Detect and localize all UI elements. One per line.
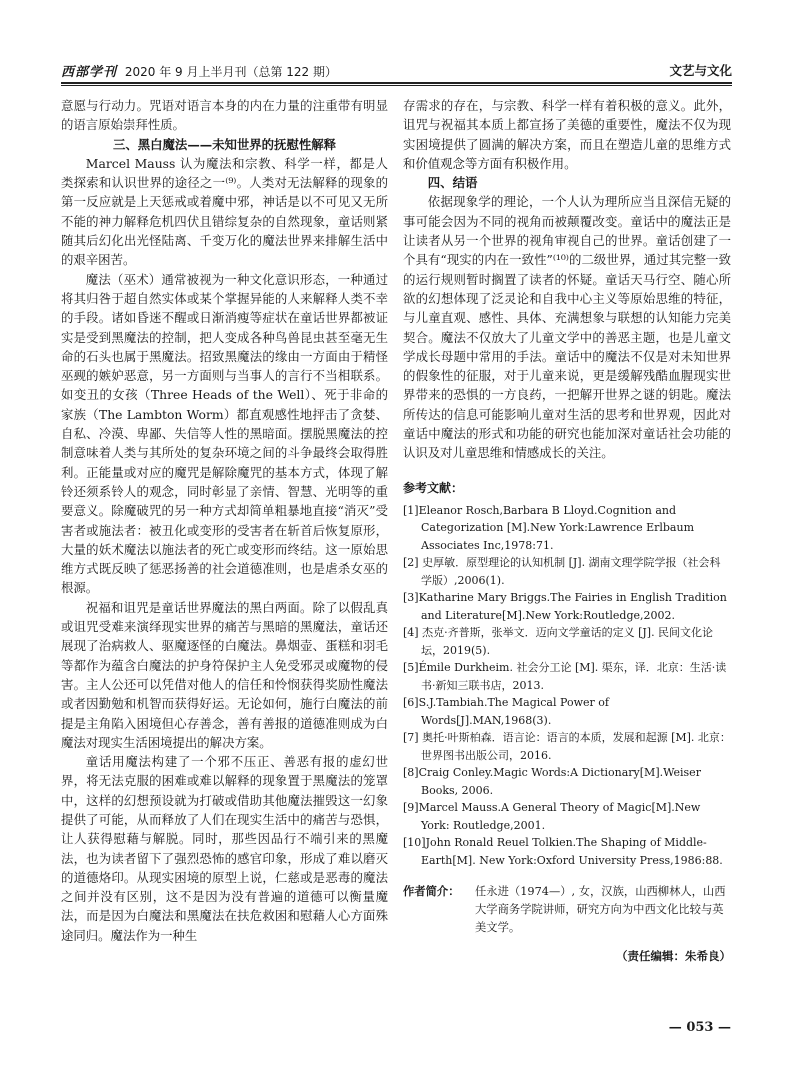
paragraph: 魔法（巫术）通常被视为一种文化意识形态，一种通过将其归咎于超自然实体或某个掌握异能的人来解释人类不幸的手段。诸如昏迷不醒或日渐消瘦等症状在童话世界都被证实是受到黑魔法的控制，把人变成各种鸟兽昆虫甚至毫无生命的石头也属于黑魔法。招致黑魔法的缘由一方面由于精怪巫觋的嫉妒恶意，另一方面则与当事人的言行不当相联系。如变丑的女孩（Three Heads of the Well）、死于非命的家族（The Lambton Worm）都直观感性地抨击了贪婪、自私、冷漠、卑鄙、失信等人性的黑暗面。摆脱黑魔法的控制意味着人类与其所处的复杂环境之间的斗争最终会取得胜利。正能量或对应的魔咒是解除魔咒的基本方式，体现了解铃还须系铃人的观念，同时彰显了亲情、智慧、光明等的重要意义。除魔破咒的另一种方式却简单粗暴地直接“消灭”受害者或施法者：被丑化或变形的受害者在斩首后恢复原形，大量的妖术魔法以施法者的死亡或变形而终结。这一原始思维方式既反映了惩恶扬善的社会道德准则，也是虐杀女巫的根源。 — [61, 271, 388, 596]
page-number: — 053 — — [668, 1020, 731, 1035]
author-bio — [403, 883, 731, 937]
paragraph: 依据现象学的理论，一个人认为理所应当且深信无疑的事可能会因为不同的视角而被颠覆改变。童话中的魔法正是让读者从另一个世界的视角审视自己的世界。童话创建了一个具有“现实的内在一致性”⁽¹⁰⁾的二级世界，通过其完整一致的运行规则暂时搁置了读者的怀疑。童话天马行空、随心所欲的幻想体现了泛灵论和自我中心主义等原始思维的特征，与儿童直观、感性、具体、充满想象与联想的认知能力完美契合。魔法不仅放大了儿童文学中的善恶主题，也是儿童文学成长母题中常用的手法。童话中的魔法不仅是对未知世界的假象性的征服，对于儿童来说，更是缓解残酷血腥现实世界带来的恐惧的一方良药，一把解开世界之谜的钥匙。魔法所传达的信息可能影响儿童对生活的思考和世界观，因此对童话中魔法的形式和功能的研究也能加深对童话社会功能的认识及对儿童思维和情感成长的关注。 — [403, 194, 731, 461]
author-text: 任永进（1974—）, 女，汉族，山西柳林人，山西大学商务学院讲师，研究方向为中西文化比较与英美文学。 — [475, 885, 726, 935]
reference-item: [8]Craig Conley.Magic Words:A Dictionary[M].Weiser Books, 2006. — [403, 766, 701, 797]
paragraph: 童话用魔法构建了一个邪不压正、善恶有报的虚幻世界，将无法克服的困难或难以解释的现象置于黑魔法的笼罩中，这样的幻想预设就为打破或借助其他魔法摧毁这一幻象提供了可能，从而释放了人们在现实生活中的痛苦与恐惧，让人获得慰藉与解脱。同时，那些因品行不端引来的黑魔法，也为读者留下了强烈恐怖的感官印象，形成了难以磨灭的道德烙印。从现实困境的原型上说，仁慈或是恶毒的魔法之间并没有区别，这不是因为没有普遍的道德可以衡量魔法，而是因为白魔法和黑魔法在扶危救困和慰藉人心方面殊途同归。魔法作为一种生 — [61, 754, 388, 943]
reference-item: [4] 杰克·齐普斯，张举文．迈向文学童话的定义 [J]. 民间文化论坛，2019(5). — [403, 626, 714, 657]
reference-item: [10]John Ronald Reuel Tolkien.The Shaping of Middle-Earth[M]. New York:Oxford University Press,1986:88. — [403, 836, 723, 867]
left-column — [61, 96, 388, 945]
references-title: 参考文献： — [403, 480, 464, 495]
issue-info: 2020 年 9 月上半月刊（总第 122 期） — [124, 65, 337, 79]
author-label: 作者简介： — [403, 885, 460, 899]
paragraph: Marcel Mauss 认为魔法和宗教、科学一样，都是人类探索和认识世界的途径之一⁽⁹⁾。人类对无法解释的现象的第一反应就是上天惩戒或着魔中邪，神话是以不可见又无所不能的神力解释危机四伏且错综复杂的自然现象，童话则紧随其后幻化出光怪陆离、千变万化的魔法世界来排解生活中的艰辛困苦。 — [61, 155, 388, 268]
section-heading: 四、结语 — [427, 175, 478, 191]
paragraph: 祝福和诅咒是童话世界魔法的黑白两面。除了以假乱真或诅咒受难来演绎现实世界的痛苦与黑暗的黑魔法，童话还展现了治病救人、驱魔逐怪的白魔法。鼻烟壶、蛋糕和羽毛等都作为蕴含白魔法的护身符保护主人免受邪灵或魔物的侵害。主人公还可以凭借对他人的信任和怜悯获得奖励性魔法或者因勤勉和机智而获得好运。无论如何，施行白魔法的前提是主角陷入困境但心存善念，善有善报的道德准则成为白魔法对现实生活困境提出的解决方案。 — [61, 599, 388, 750]
references-list — [403, 502, 731, 870]
journal-brand: 西部学刊 — [61, 65, 118, 80]
section-heading: 三、黑白魔法——未知世界的抚慰性解释 — [112, 136, 337, 152]
reference-item: [2] 史厚敏．原型理论的认知机制 [J]. 湖南文理学院学报（社会科学版）,2006(1). — [403, 556, 721, 587]
reference-item: [3]Katharine Mary Briggs.The Fairies in English Tradition and Literature[M].New York:Routledge,2002. — [403, 591, 727, 622]
reference-item: [7] 奥托·叶斯柏森．语言论：语言的本质，发展和起源 [M]. 北京：世界图书出版公司，2016. — [403, 731, 731, 762]
header-rule — [61, 82, 732, 84]
right-column — [403, 96, 731, 967]
section-title: 文艺与文化 — [669, 63, 732, 78]
reference-item: [6]S.J.Tambiah.The Magical Power of Words[J].MAN,1968(3). — [403, 696, 609, 727]
header-rule-thin — [61, 85, 732, 86]
page-header — [61, 58, 732, 80]
editor-note: （责任编辑：朱希良） — [616, 949, 731, 964]
reference-item: [1]Eleanor Rosch,Barbara B Lloyd.Cognition and Categorization [M].New York:Lawrence Erlbaum Associates Inc,1978:71. — [403, 503, 695, 552]
paragraph-continued: 意愿与行动力。咒语对语言本身的内在力量的注重带有明显的语言原始崇拜性质。 — [61, 98, 388, 133]
paragraph-continued: 存需求的存在，与宗教、科学一样有着积极的意义。此外，诅咒与祝福其本质上都宣扬了美德的重要性，魔法不仅为现实困境提供了圆满的解决方案，而且在塑造儿童的思维方式和价值观念等方面有积极作用。 — [403, 98, 731, 171]
reference-item: [9]Marcel Mauss.A General Theory of Magic[M].New York: Routledge,2001. — [403, 801, 701, 832]
journal-info — [61, 61, 337, 80]
reference-item: [5]Émile Durkheim. 社会分工论 [M]. 渠东，译．北京：生活·读书·新知三联书店，2013. — [403, 661, 727, 692]
